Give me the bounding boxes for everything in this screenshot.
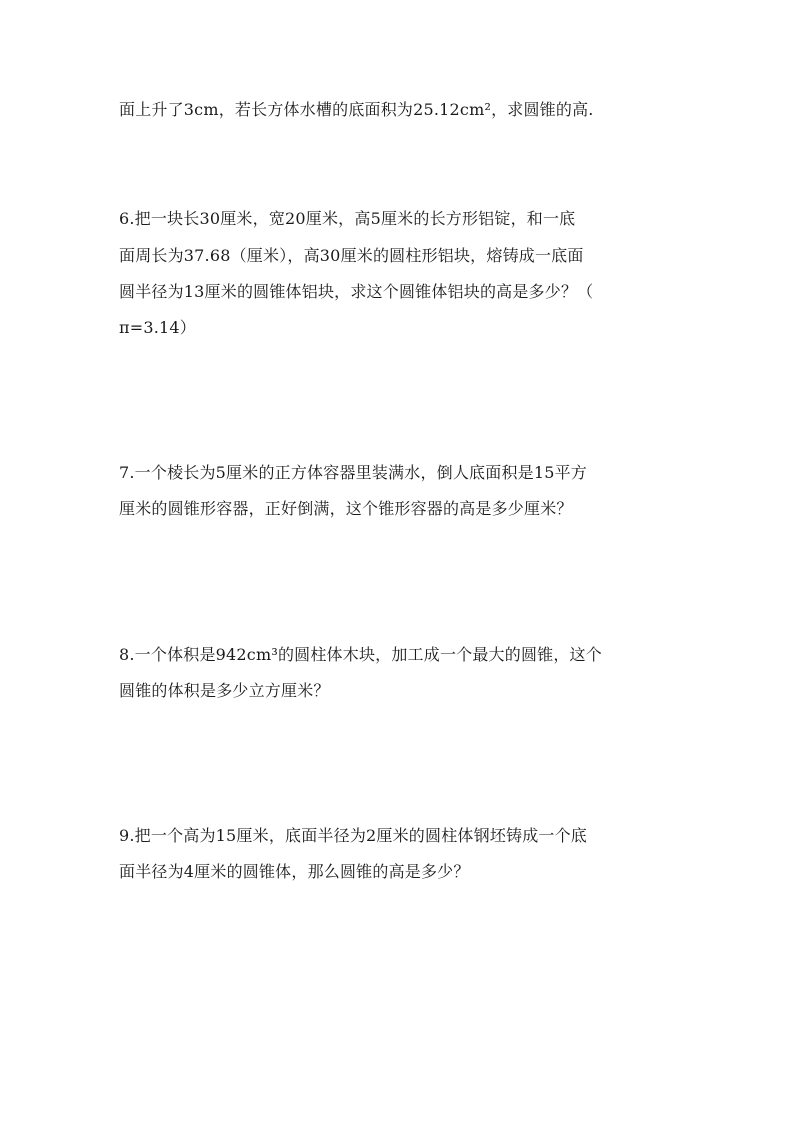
question-9-line-2: 面半径为4厘米的圆锥体，那么圆锥的高是多少？ — [119, 862, 470, 881]
question-6-line-2: 面周长为37.68（厘米），高30厘米的圆柱形铝块，熔铸成一底面 — [119, 246, 584, 265]
question-8-line-2: 圆锥的体积是多少立方厘米？ — [119, 681, 330, 700]
question-6-line-1: 6.把一块长30厘米，宽20厘米，高5厘米的长方形铝锭，和一底 — [119, 209, 576, 228]
question-6-line-3: 圆半径为13厘米的圆锥体铝块，求这个圆锥体铝块的高是多少？（ — [119, 282, 594, 301]
question-8-line-1: 8.一个体积是942cm³的圆柱体木块，加工成一个最大的圆锥，这个 — [119, 645, 602, 664]
question-7-line-2: 厘米的圆锥形容器，正好倒满，这个锥形容器的高是多少厘米？ — [119, 499, 573, 518]
question-9-line-1: 9.把一个高为15厘米，底面半径为2厘米的圆柱体钢坯铸成一个底 — [119, 826, 588, 845]
question-6-line-4: π=3.14） — [119, 318, 196, 337]
intro-line: 面上升了3cm，若长方体水槽的底面积为25.12cm²，求圆锥的高. — [119, 100, 594, 119]
question-7-line-1: 7.一个棱长为5厘米的正方体容器里装满水，倒人底面积是15平方 — [119, 463, 588, 482]
